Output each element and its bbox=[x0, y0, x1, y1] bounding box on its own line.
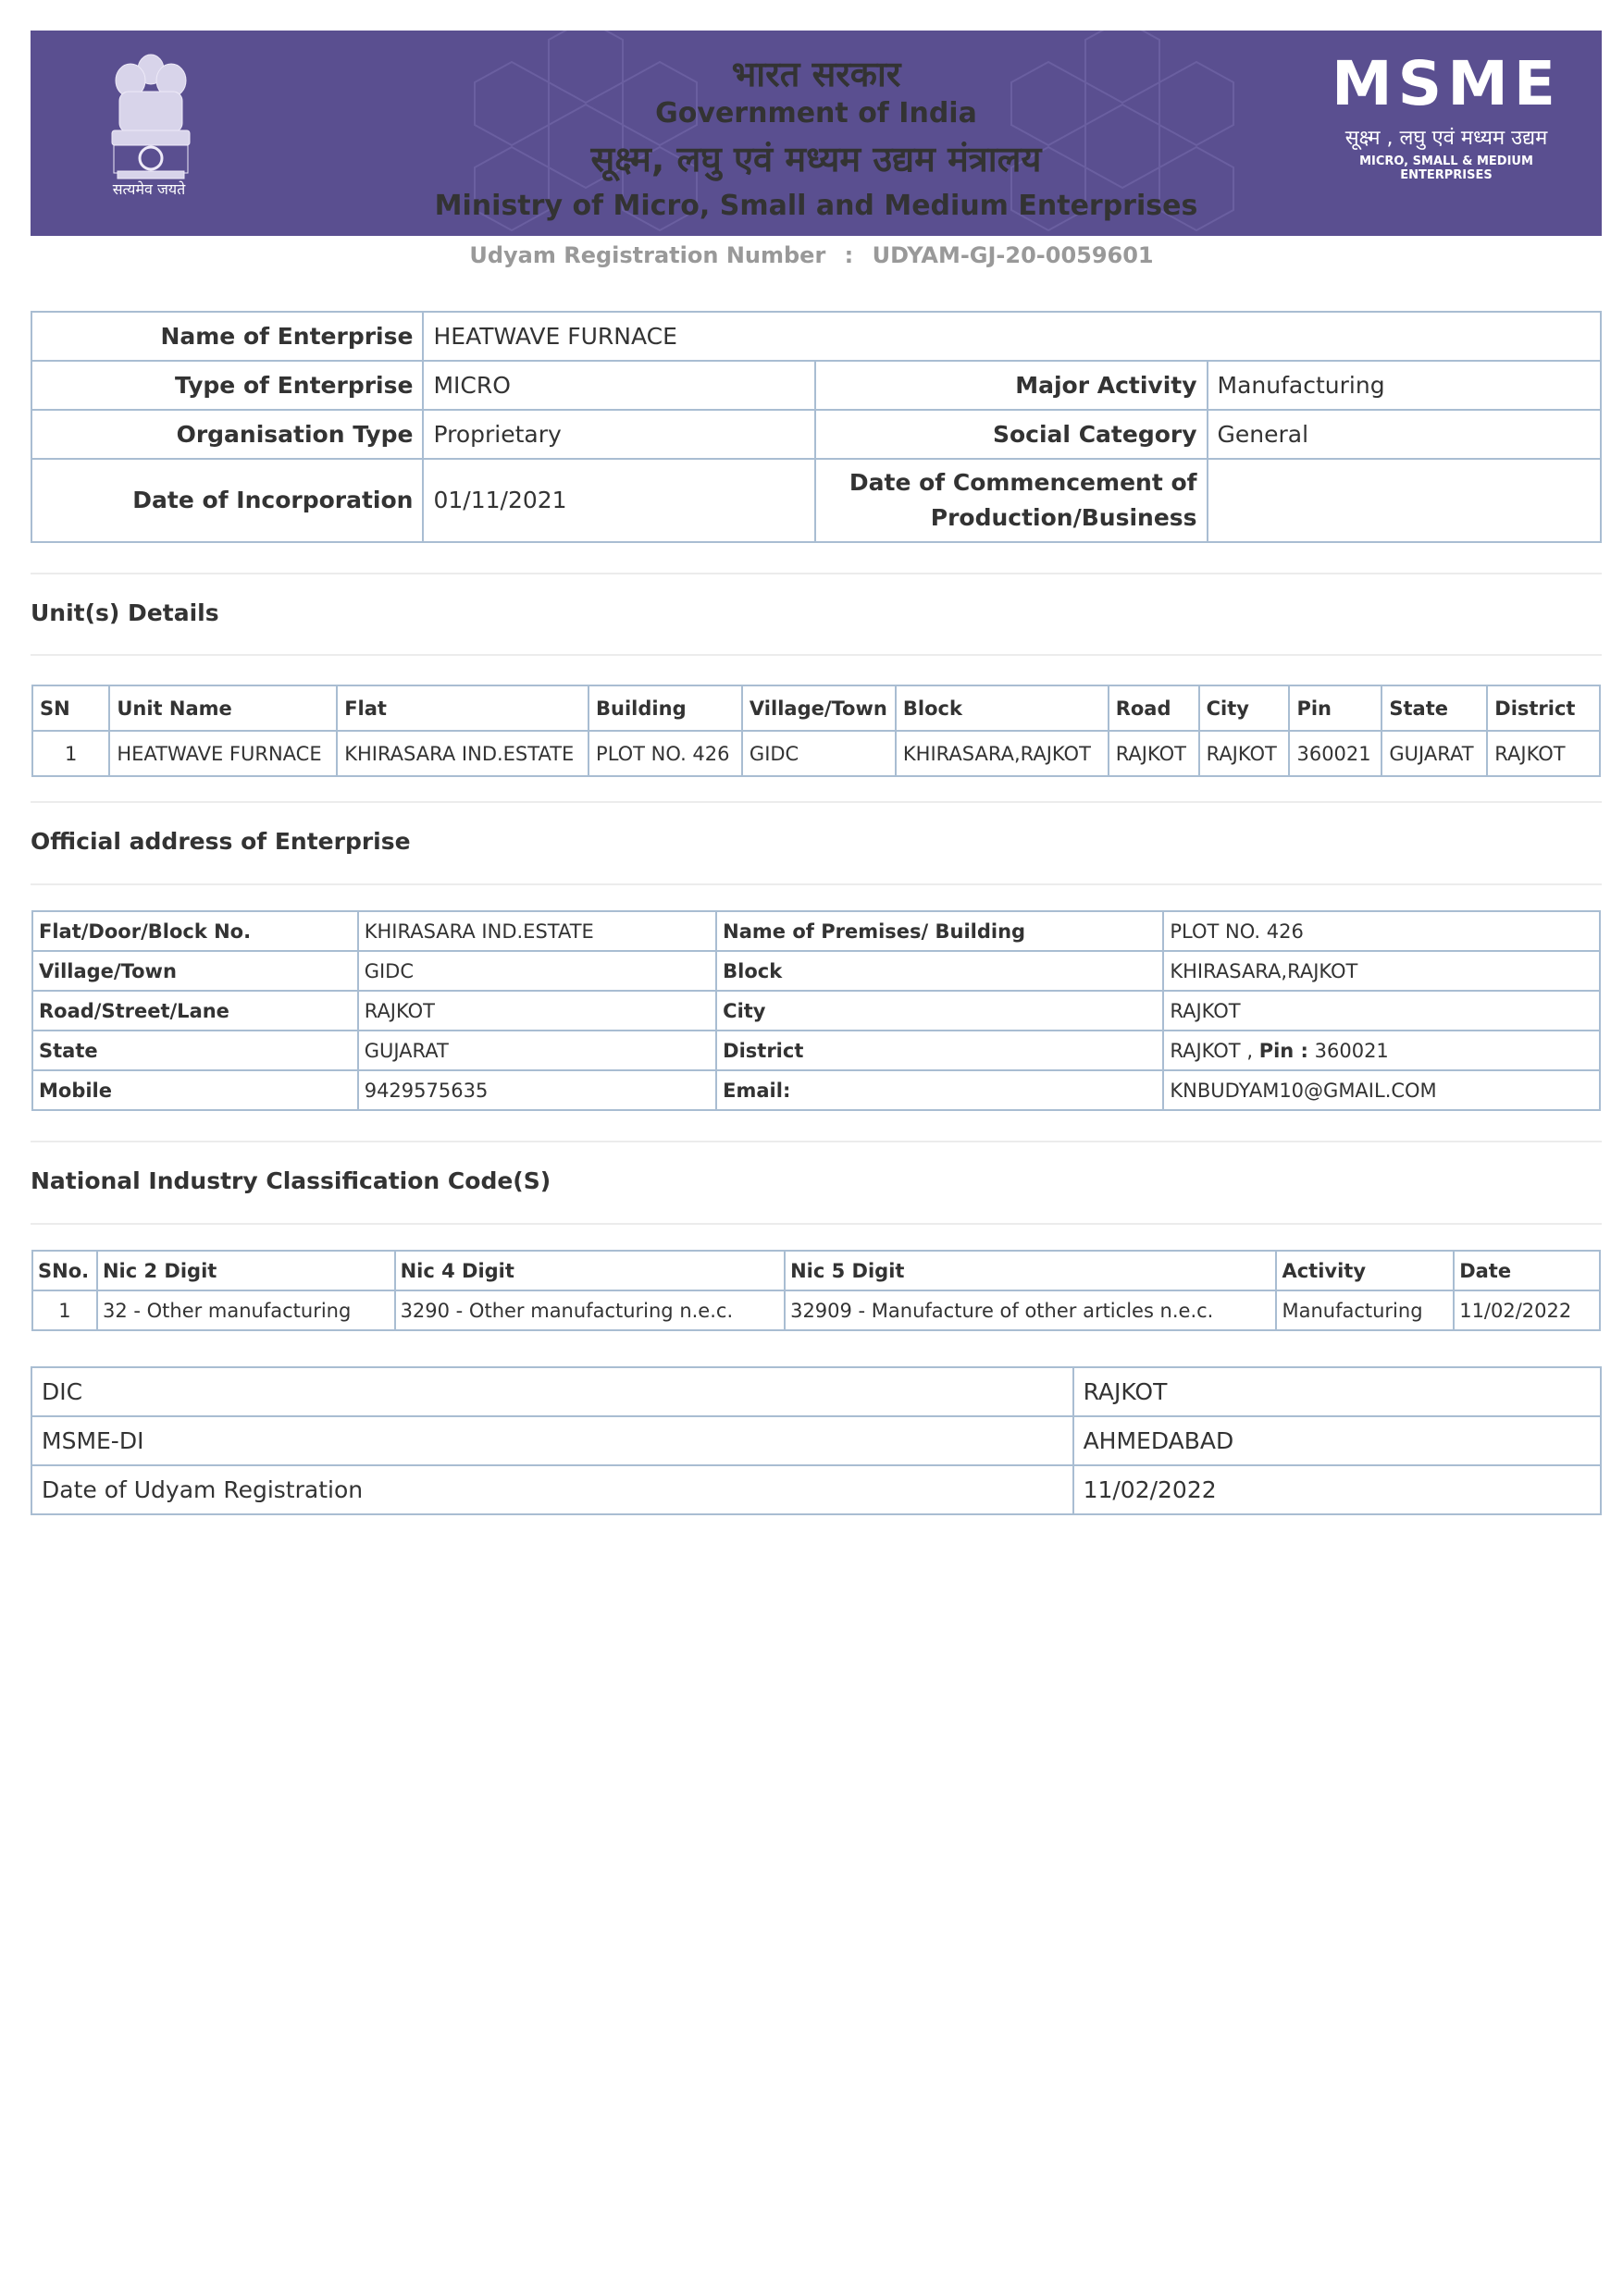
mobile-label: Mobile bbox=[32, 1070, 358, 1110]
units-header-row bbox=[32, 685, 1600, 731]
units-header-flat: Flat bbox=[337, 685, 588, 731]
msme-logo-text: MSME bbox=[1332, 51, 1561, 116]
premises-value: PLOT NO. 426 bbox=[1163, 911, 1600, 951]
pin-label: Pin : bbox=[1258, 1039, 1308, 1062]
units-header-building: Building bbox=[588, 685, 742, 731]
state-value: GUJARAT bbox=[358, 1031, 716, 1070]
official-address-table bbox=[31, 910, 1601, 1111]
enterprise-name: HEATWAVE FURNACE bbox=[423, 312, 1601, 361]
enterprise-details-table bbox=[31, 311, 1602, 543]
incorporation-date-label: Date of Incorporation bbox=[31, 459, 423, 542]
registration-number-line bbox=[0, 242, 1623, 268]
divider bbox=[31, 801, 1602, 803]
unit-pin: 360021 bbox=[1289, 731, 1381, 776]
units-header-state: State bbox=[1381, 685, 1487, 731]
dic-value: RAJKOT bbox=[1073, 1367, 1601, 1416]
enterprise-type: MICRO bbox=[423, 361, 814, 410]
units-header-unit-name: Unit Name bbox=[109, 685, 337, 731]
enterprise-type-label: Type of Enterprise bbox=[31, 361, 423, 410]
unit-name: HEATWAVE FURNACE bbox=[109, 731, 337, 776]
registration-separator: : bbox=[844, 242, 854, 268]
banner-ministry-title: Ministry of Micro, Small and Medium Enterprises bbox=[434, 190, 1198, 222]
major-activity-label: Major Activity bbox=[815, 361, 1208, 410]
udyam-reg-date-label: Date of Udyam Registration bbox=[31, 1465, 1073, 1514]
nic-header-sno: SNo. bbox=[32, 1251, 97, 1290]
nic-sno: 1 bbox=[32, 1290, 97, 1330]
city-label: City bbox=[716, 991, 1163, 1031]
mobile-value: 9429575635 bbox=[358, 1070, 716, 1110]
nic-header-4digit: Nic 4 Digit bbox=[395, 1251, 786, 1290]
premises-label: Name of Premises/ Building bbox=[716, 911, 1163, 951]
divider bbox=[31, 883, 1602, 885]
nic-2digit: 32 - Other manufacturing bbox=[97, 1290, 395, 1330]
registration-number: UDYAM-GJ-20-0059601 bbox=[872, 242, 1154, 268]
commencement-label-line2: Production/Business bbox=[930, 504, 1197, 531]
organisation-type-label: Organisation Type bbox=[31, 410, 423, 459]
nic-codes-table bbox=[31, 1250, 1601, 1331]
units-header-district: District bbox=[1487, 685, 1600, 731]
divider bbox=[31, 1223, 1602, 1225]
banner-ministry-hindi: सूक्ष्म, लघु एवं मध्यम उद्यम मंत्रालय bbox=[590, 139, 1042, 179]
incorporation-date: 01/11/2021 bbox=[423, 459, 814, 542]
road-label: Road/Street/Lane bbox=[32, 991, 358, 1031]
units-header-city: City bbox=[1199, 685, 1290, 731]
unit-village: GIDC bbox=[742, 731, 896, 776]
registration-info-table bbox=[31, 1366, 1602, 1515]
registration-label: Udyam Registration Number bbox=[469, 242, 826, 268]
unit-city: RAJKOT bbox=[1199, 731, 1290, 776]
flat-label: Flat/Door/Block No. bbox=[32, 911, 358, 951]
address-section-title: Official address of Enterprise bbox=[31, 828, 411, 855]
unit-state: GUJARAT bbox=[1381, 731, 1487, 776]
nic-section-title: National Industry Classification Code(S) bbox=[31, 1167, 551, 1194]
unit-building: PLOT NO. 426 bbox=[588, 731, 742, 776]
nic-header-date: Date bbox=[1454, 1251, 1600, 1290]
state-label: State bbox=[32, 1031, 358, 1070]
nic-5digit: 32909 - Manufacture of other articles n.e.c. bbox=[785, 1290, 1276, 1330]
msme-logo bbox=[1317, 51, 1576, 116]
nic-header-5digit: Nic 5 Digit bbox=[785, 1251, 1276, 1290]
msme-logo-hindi: सूक्ष्म , लघु एवं मध्यम उद्यम bbox=[1344, 127, 1548, 150]
block-value: KHIRASARA,RAJKOT bbox=[1163, 951, 1600, 991]
nic-4digit: 3290 - Other manufacturing n.e.c. bbox=[395, 1290, 786, 1330]
nic-header-row bbox=[32, 1251, 1600, 1290]
nic-date: 11/02/2022 bbox=[1454, 1290, 1600, 1330]
units-header-block: Block bbox=[896, 685, 1109, 731]
udyam-reg-date-value: 11/02/2022 bbox=[1073, 1465, 1601, 1514]
block-label: Block bbox=[716, 951, 1163, 991]
email-label: Email: bbox=[716, 1070, 1163, 1110]
district-value: RAJKOT , bbox=[1170, 1039, 1253, 1062]
commencement-date-label bbox=[815, 459, 1208, 542]
district-pin-value bbox=[1163, 1031, 1600, 1070]
dic-label: DIC bbox=[31, 1367, 1073, 1416]
units-header-sn: SN bbox=[32, 685, 109, 731]
road-value: RAJKOT bbox=[358, 991, 716, 1031]
table-row bbox=[32, 731, 1600, 776]
unit-road: RAJKOT bbox=[1109, 731, 1199, 776]
units-table bbox=[31, 685, 1601, 777]
divider bbox=[31, 573, 1602, 574]
msme-logo-english: MICRO, SMALL & MEDIUM ENTERPRISES bbox=[1359, 154, 1533, 182]
units-header-road: Road bbox=[1109, 685, 1199, 731]
table-row bbox=[32, 1290, 1600, 1330]
nic-header-2digit: Nic 2 Digit bbox=[97, 1251, 395, 1290]
banner-government-title: Government of India bbox=[655, 97, 977, 130]
header-banner bbox=[31, 31, 1602, 236]
unit-district: RAJKOT bbox=[1487, 731, 1600, 776]
flat-value: KHIRASARA IND.ESTATE bbox=[358, 911, 716, 951]
village-label: Village/Town bbox=[32, 951, 358, 991]
social-category: General bbox=[1208, 410, 1601, 459]
banner-hindi-title: भारत सरकार bbox=[731, 54, 901, 94]
divider bbox=[31, 654, 1602, 656]
unit-block: KHIRASARA,RAJKOT bbox=[896, 731, 1109, 776]
village-value: GIDC bbox=[358, 951, 716, 991]
units-section-title: Unit(s) Details bbox=[31, 599, 219, 626]
major-activity: Manufacturing bbox=[1208, 361, 1601, 410]
units-header-village: Village/Town bbox=[742, 685, 896, 731]
city-value: RAJKOT bbox=[1163, 991, 1600, 1031]
email-value: KNBUDYAM10@GMAIL.COM bbox=[1163, 1070, 1600, 1110]
emblem-motto: सत्यमेव जयते bbox=[112, 180, 186, 198]
msme-di-label: MSME-DI bbox=[31, 1416, 1073, 1465]
commencement-date bbox=[1208, 459, 1601, 542]
social-category-label: Social Category bbox=[815, 410, 1208, 459]
nic-activity: Manufacturing bbox=[1276, 1290, 1454, 1330]
unit-flat: KHIRASARA IND.ESTATE bbox=[337, 731, 588, 776]
unit-sn: 1 bbox=[32, 731, 109, 776]
pin-value: 360021 bbox=[1314, 1039, 1389, 1062]
units-header-pin: Pin bbox=[1289, 685, 1381, 731]
msme-di-value: AHMEDABAD bbox=[1073, 1416, 1601, 1465]
enterprise-name-label: Name of Enterprise bbox=[31, 312, 423, 361]
nic-header-activity: Activity bbox=[1276, 1251, 1454, 1290]
organisation-type: Proprietary bbox=[423, 410, 814, 459]
divider bbox=[31, 1141, 1602, 1142]
district-label: District bbox=[716, 1031, 1163, 1070]
commencement-label-line1: Date of Commencement of bbox=[849, 469, 1197, 496]
